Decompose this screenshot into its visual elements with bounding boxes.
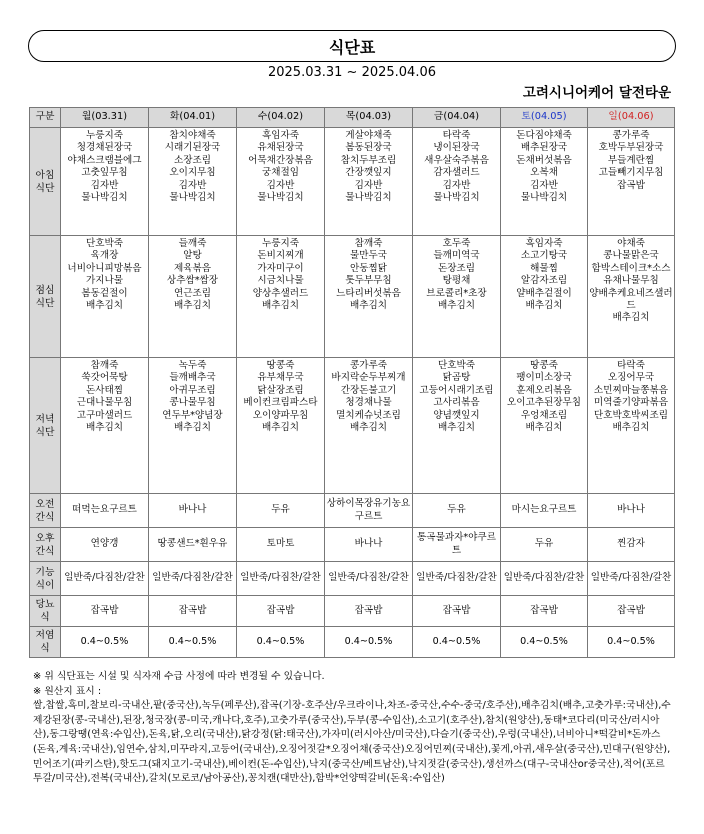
menu-item: 배추김치 [612,312,650,324]
notice-text: ※ 위 식단표는 시설 및 식자재 수급 사정에 따라 변경될 수 있습니다. [33,671,325,682]
menu-cell [588,528,675,562]
menu-item: 물나박김치 [520,192,568,204]
menu-item: 바지락순두부찌개 [331,372,406,384]
header-corner: 구분 [30,108,61,128]
row-label-line: 기능 [35,566,55,578]
menu-cell [325,627,413,658]
origin-text: 쌀,찹쌀,흑미,찰보리-국내산,팥(중국산),녹두(페루산),잡곡(기장-호주산/우크라이나,차조-중국산,수수-중국/호주산),배추김치(배추,고춧가루:국내산),수제강된장(콩-국내산),된장,청국장(콩-미국,캐나다,호주),고춧가루(중국산),두부(콩-수입산),소고기(호주산),참치(원양산),동태*코다리(미국산/러시아산),동그랑땡(연육:수입산),돈육,닭,오리(국내산),닭강정(닭:태국산),가자미(러시아산/미국산),다슬기(중국산),우렁(국내산),너비아니*떡갈비*돈까스(돈육,계육:국내산),임연수,삼치,미꾸라지,고등어(국내산),오징어젓갈*오징어채(중국산)오징어민찌(국내산),꽃게,아귀,새우살(중국산),민대구(원양산),민어조기(파키스탄),핫도그(돼지고기-국내산),베이컨(돈-수입산),낙지(중국산/베트남산),낙지젓갈(중국산),생선까스(대구-국내산or중국산),적어(포르투갈/미국산),전복(국내산),갈치(모로코/남아공산),꽁치캔(대만산),함박*언양떡갈비(돈육:수입산) [33,700,671,785]
menu-item: 0.4~0.5% [432,635,481,647]
menu-item: 0.4~0.5% [168,635,217,647]
menu-item: 돈장조림 [437,262,476,274]
menu-item: 게살야채죽 [345,130,392,141]
menu-cell [237,627,325,658]
menu-item: 배추김치 [612,422,650,434]
menu-item: 참깨죽 [354,238,383,249]
row-lunch [30,236,675,358]
menu-item: 김자반 [178,179,207,191]
menu-item: 타락죽 [617,360,645,371]
row-label-line: 식이 [35,579,55,591]
menu-item: 탕평채 [442,275,471,287]
menu-item: 어묵채간장볶음 [248,154,313,166]
menu-item: 토마토 [266,538,295,550]
row-label-line: 저녁 [35,413,55,425]
menu-cell [413,128,501,236]
menu-item: 새우살숙주볶음 [424,154,489,166]
menu-item: 일반죽/다짐찬/갈찬 [416,572,497,584]
row-label-line: 당뇨 [35,599,55,610]
row-label-line: 아침 [35,169,55,181]
row-label-line: 식단 [35,182,55,194]
menu-item: 들깨미역국 [433,250,480,262]
menu-cell [588,596,675,627]
menu-item: 훈제오리볶음 [516,384,572,396]
menu-item: 단호박호박씨조림 [593,409,669,421]
menu-item: 김자반 [90,179,119,191]
menu-item: 야채죽 [617,238,645,249]
header-day-fri: 금(04.04) [413,108,501,128]
menu-table [29,107,675,658]
menu-cell [237,358,325,494]
header-row [30,108,675,128]
menu-item: 마시는요구르트 [511,504,577,516]
menu-item: 브로콜리*초장 [426,287,487,299]
menu-item: 간장깻잎지 [345,167,392,179]
menu-item: 김자반 [266,179,295,191]
menu-cell [61,494,149,528]
menu-cell [501,358,588,494]
menu-item: 유채나물무침 [603,275,659,287]
menu-cell [588,494,675,528]
header-day-mon: 월(03.31) [61,108,149,128]
header-day-sun: 일(04.06) [588,108,675,128]
menu-item: 멸치케슈넛조림 [336,409,401,421]
menu-item: 해물찜 [530,262,558,274]
menu-item: 배추김치 [173,300,212,312]
menu-cell [325,128,413,236]
origin-label: ※ 원산지 표시 : [33,685,102,697]
menu-item: 팽이미소장국 [516,372,572,384]
menu-item: 얄배추겉절이 [516,287,572,299]
menu-item: 참치두부조림 [340,154,397,166]
menu-item: 야채스크램블에그 [67,154,142,166]
menu-item: 고춧잎무침 [81,167,128,179]
menu-cell [325,494,413,528]
menu-item: 근대나물무침 [76,397,133,409]
menu-item: 간장돈불고기 [340,384,397,396]
row-breakfast [30,128,675,236]
page-title: 식단표 [328,37,376,57]
menu-cell [61,128,149,236]
menu-item: 돈사태찜 [85,384,124,396]
menu-cell [237,494,325,528]
menu-cell [588,562,675,596]
menu-item: 배추김치 [85,422,124,434]
menu-cell [413,236,501,358]
menu-cell [588,358,675,494]
menu-item: 배추김치 [437,422,476,434]
menu-item: 오이양파무침 [252,409,309,421]
row-pm-snack [30,528,675,562]
menu-item: 일반죽/다짐찬/갈찬 [64,572,145,584]
menu-item: 콩가루죽 [349,360,388,371]
row-label-line: 식 [40,643,50,654]
menu-item: 청경채된장국 [76,142,133,154]
menu-item: 고들빼기지무침 [598,167,664,179]
menu-cell [588,236,675,358]
menu-item: 두유 [447,504,466,516]
menu-item: 알감자조림 [520,275,568,287]
menu-cell [61,562,149,596]
menu-cell [61,528,149,562]
menu-item: 봄동겉절이 [81,287,128,299]
menu-item: 참치야채죽 [169,130,216,141]
menu-cell [588,627,675,658]
row-label-line: 오후 [35,532,55,544]
menu-item: 톳두부무침 [345,275,392,287]
menu-item: 일반죽/다짐찬/갈찬 [240,572,321,584]
menu-cell [501,236,588,358]
menu-item: 가자미구이 [257,262,304,274]
menu-cell [149,528,237,562]
menu-item: 들깨죽 [178,238,207,249]
menu-item: 0.4~0.5% [520,635,568,647]
menu-item: 너비아니피망볶음 [67,262,142,274]
menu-item: 호두죽 [442,238,471,249]
row-label-line: 오전 [35,498,55,510]
menu-item: 배추김치 [261,300,300,312]
menu-item: 0.4~0.5% [256,635,305,647]
menu-item: 잡곡밥 [442,604,471,616]
menu-item: 소고기탕국 [520,250,568,262]
row-label [30,236,61,358]
menu-cell [501,128,588,236]
menu-item: 양배추케요네즈샐러드 [589,287,673,312]
menu-item: 잡곡밥 [530,604,558,616]
menu-cell [413,627,501,658]
menu-item: 잡곡밥 [90,604,119,616]
menu-item: 일반죽/다짐찬/갈찬 [503,572,585,584]
menu-item: 봄동된장국 [345,142,392,154]
menu-cell [588,128,675,236]
menu-item: 물나박김치 [433,192,480,204]
menu-cell [61,358,149,494]
menu-item: 오복채 [530,167,558,179]
menu-item: 알탕 [183,250,202,262]
row-label [30,596,61,627]
menu-item: 우엉채조림 [520,409,568,421]
row-functional-diet [30,562,675,596]
menu-cell [501,494,588,528]
menu-item: 들깨배추국 [169,372,216,384]
menu-item: 함박스테이크*소스 [591,262,671,274]
menu-item: 느타리버섯볶음 [336,287,401,299]
menu-cell [325,236,413,358]
row-label-line: 저염 [35,630,55,641]
header-day-thu: 목(04.03) [325,108,413,128]
row-label-line: 식단 [35,297,55,309]
menu-cell [413,528,501,562]
menu-item: 떠먹는요구르트 [72,504,137,516]
menu-item: 소민찌마늘쫑볶음 [593,384,669,396]
header-day-sat: 토(04.05) [501,108,588,128]
menu-item: 0.4~0.5% [344,635,393,647]
row-am-snack [30,494,675,528]
menu-cell [61,627,149,658]
menu-item: 잡곡밥 [266,604,295,616]
menu-cell [413,562,501,596]
menu-item: 배추된장국 [520,142,568,154]
menu-item: 냉이된장국 [433,142,480,154]
organization-name: 고려시니어케어 달전타운 [522,85,671,101]
menu-item: 양념깻잎지 [433,409,480,421]
menu-item: 바나나 [354,538,383,550]
menu-item: 배추김치 [525,422,563,434]
menu-cell [149,494,237,528]
menu-item: 물나박김치 [257,192,304,204]
menu-item: 베이컨크림파스타 [243,397,318,409]
menu-item: 아귀무조림 [169,384,216,396]
menu-item: 땅콩샌드*흰우유 [157,538,228,550]
menu-item: 일반죽/다짐찬/갈찬 [152,572,233,584]
menu-cell [237,596,325,627]
menu-cell [149,596,237,627]
menu-cell [149,358,237,494]
menu-item: 땅콩죽 [266,360,295,371]
menu-cell [61,236,149,358]
menu-cell [325,358,413,494]
menu-item: 오이지무침 [169,167,216,179]
row-low-salt-diet [30,627,675,658]
menu-item: 잡곡밥 [617,179,645,191]
notes-section [33,670,673,787]
menu-item: 돈다짐야채죽 [516,130,572,141]
row-label-line: 식단 [35,426,55,438]
menu-item: 미역줄기양파볶음 [593,397,669,409]
row-diabetic-diet [30,596,675,627]
row-label [30,358,61,494]
menu-item: 바나나 [178,504,207,516]
menu-cell [413,358,501,494]
menu-item: 부들계란찜 [607,154,655,166]
menu-cell [413,596,501,627]
menu-item: 물나박김치 [81,192,128,204]
menu-item: 시금치나물 [257,275,304,287]
menu-item: 일반죽/다짐찬/갈찬 [328,572,409,584]
menu-item: 잡곡밥 [617,604,645,616]
menu-item: 흑임자죽 [525,238,563,249]
menu-cell [237,128,325,236]
row-label [30,528,61,562]
row-label-line: 점심 [35,284,55,296]
menu-item: 오이고추된장무침 [506,397,582,409]
menu-item: 누룽지죽 [261,238,300,249]
menu-item: 돈채버섯볶음 [516,154,572,166]
menu-item: 흑임자죽 [261,130,300,141]
menu-item: 타락죽 [442,130,471,141]
menu-item: 닭살장조림 [257,384,304,396]
menu-item: 배추김치 [173,422,212,434]
menu-item: 연두부*양념장 [162,409,223,421]
menu-item: 호박두부된장국 [598,142,664,154]
menu-cell [501,562,588,596]
menu-item: 유부채무국 [257,372,304,384]
menu-item: 가지나물 [85,275,124,287]
menu-item: 소장조림 [173,154,212,166]
menu-item: 유채된장국 [257,142,304,154]
menu-cell [149,627,237,658]
menu-item: 땅콩죽 [530,360,558,371]
menu-item: 배추김치 [349,300,388,312]
menu-item: 고구마샐러드 [76,409,133,421]
menu-item: 상추쌈*쌈장 [166,275,219,287]
menu-cell [325,528,413,562]
menu-item: 제육볶음 [173,262,212,274]
menu-item: 돈비지찌개 [257,250,304,262]
menu-item: 배추김치 [525,300,563,312]
menu-cell [325,562,413,596]
menu-item: 시래기된장국 [164,142,221,154]
row-label [30,562,61,596]
menu-item: 양상추샐러드 [252,287,309,299]
menu-item: 잡곡밥 [354,604,383,616]
menu-cell [149,236,237,358]
menu-item: 김자반 [530,179,558,191]
menu-item: 잡곡밥 [178,604,207,616]
menu-item: 배추김치 [349,422,388,434]
menu-item: 두유 [271,504,290,516]
menu-cell [501,528,588,562]
menu-cell [325,596,413,627]
menu-body [30,128,675,658]
menu-item: 상하이목장유기농요구르트 [326,498,411,522]
menu-item: 녹두죽 [178,360,207,371]
menu-item: 단호박죽 [85,238,124,249]
row-label-line: 간식 [35,545,55,557]
menu-item: 0.4~0.5% [80,635,129,647]
menu-item: 배추김치 [437,300,476,312]
page-title-box [28,30,676,62]
menu-item: 김자반 [354,179,383,191]
menu-item: 누룽지죽 [85,130,124,141]
menu-item: 바나나 [617,504,645,516]
menu-item: 쑥갓어묵탕 [81,372,128,384]
menu-item: 고등어시래기조림 [419,384,494,396]
menu-item: 콩가루죽 [612,130,650,141]
menu-item: 배추김치 [85,300,124,312]
menu-item: 참깨죽 [90,360,119,371]
row-label [30,128,61,236]
menu-cell [237,562,325,596]
header-day-tue: 화(04.01) [149,108,237,128]
row-label-line: 식 [40,612,50,623]
menu-cell [237,528,325,562]
menu-item: 물만두국 [349,250,388,262]
menu-item: 안동찜닭 [349,262,388,274]
menu-item: 연양갱 [90,538,119,550]
menu-cell [413,494,501,528]
menu-cell [237,236,325,358]
row-label-line: 간식 [35,511,55,523]
menu-cell [149,562,237,596]
menu-item: 찐감자 [617,538,645,550]
menu-item: 청경채나물 [345,397,392,409]
menu-item: 콩나물맑은국 [603,250,659,262]
menu-item: 물나박김치 [345,192,392,204]
date-range: 2025.03.31 ~ 2025.04.06 [267,65,437,80]
menu-item: 육개장 [90,250,119,262]
row-dinner [30,358,675,494]
menu-cell [501,627,588,658]
menu-item: 일반죽/다짐찬/갈찬 [590,572,672,584]
row-label [30,494,61,528]
menu-item: 물나박김치 [169,192,216,204]
header-day-wed: 수(04.02) [237,108,325,128]
menu-item: 고사리볶음 [433,397,480,409]
menu-item: 닭곰탕 [442,372,471,384]
menu-item: 김자반 [442,179,471,191]
menu-item: 배추김치 [261,422,300,434]
menu-item: 연근조림 [173,287,212,299]
menu-item: 콩나물무침 [169,397,216,409]
menu-item: 감자샐러드 [433,167,480,179]
menu-cell [501,596,588,627]
menu-item: 0.4~0.5% [607,635,655,647]
menu-item: 궁채절임 [261,167,300,179]
row-label [30,627,61,658]
menu-item: 통곡물과자*야쿠르트 [417,532,496,556]
menu-cell [61,596,149,627]
menu-item: 단호박죽 [437,360,476,371]
menu-item: 두유 [534,538,554,550]
menu-item: 오징어무국 [607,372,655,384]
menu-cell [149,128,237,236]
